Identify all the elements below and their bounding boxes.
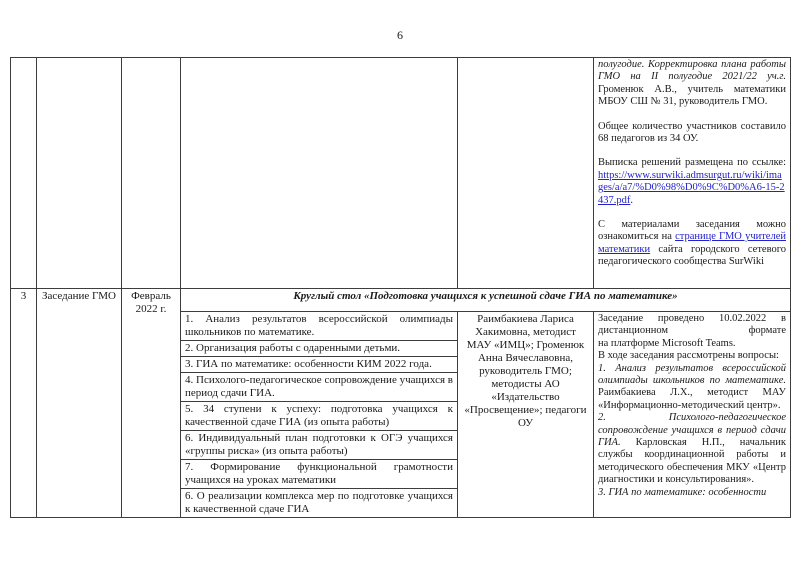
agenda-item-6: 6. Индивидуальный план подготовки к ОГЭ учащихся «группы риска» (из опыта работы)	[181, 431, 458, 460]
decisions-link-suffix: .	[630, 194, 633, 206]
agenda-item-1: 1. Анализ результатов всероссийской олимпиады школьников по математике.	[181, 312, 458, 341]
meeting-topic-cell: Круглый стол «Подготовка учащихся к успешной сдаче ГИА по математике»	[181, 289, 791, 312]
meeting-results-text	[598, 313, 786, 499]
paragraph-meeting-format: Заседание проведено 10.02.2022 в дистанционном формате	[598, 313, 786, 337]
paragraph-questions-intro: В ходе заседания рассмотрены вопросы:	[598, 350, 779, 362]
agenda-item-8: 6. О реализации комплекса мер по подготовке учащихся к качественной сдаче ГИА	[181, 489, 458, 518]
meeting-date-cell: Февраль 2022 г.	[122, 289, 181, 518]
agenda-item-3: 3. ГИА по математике: особенности КИМ 2022 года.	[181, 357, 458, 373]
agenda-item-4: 4. Психолого-педагогическое сопровождение учащихся в период сдачи ГИА.	[181, 373, 458, 402]
decisions-link-prefix: Выписка решений размещена по ссылке:	[598, 157, 786, 169]
materials-suffix: сайта городского сетевого педагогического сообщества SurWiki	[598, 243, 786, 268]
carryover-date-cell	[122, 58, 181, 289]
carryover-speakers-cell	[458, 58, 594, 289]
plan-correction-speaker: Громенюк А.В., учитель математики МБОУ СШ № 31, руководитель ГМО.	[598, 83, 786, 108]
gmo-math-page-link[interactable]: странице ГМО учителей математики	[598, 231, 786, 255]
carryover-agenda-cell	[181, 58, 458, 289]
paragraph-decisions-link	[598, 157, 786, 207]
meeting-number-cell: 3	[11, 289, 37, 518]
agenda-item-2: 2. Организация работы с одаренными детьми.	[181, 341, 458, 357]
question-3-topic: 3. ГИА по математике: особенности	[598, 486, 767, 498]
question-2-topic: 2. Психолого-педагогическое сопровождение учащихся в период сдачи ГИА.	[598, 412, 786, 449]
carryover-results-cell	[594, 58, 791, 289]
question-1-speaker: Раимбакиева Л.Х., методист МАУ «Информационно-методический центр».	[598, 387, 786, 411]
plan-correction-topic: полугодие. Корректировка плана работы ГМО на II полугодие 2021/22 уч.г.	[598, 59, 786, 83]
paragraph-question-3	[598, 487, 786, 499]
surwiki-pdf-link[interactable]: https://www.surwiki.admsurgut.ru/wiki/images/a/a7/%D0%98%D0%9C%D0%A6-15-2437.pdf	[598, 169, 785, 206]
agenda-item-5: 5. 34 ступени к успеху: подготовка учащихся к качественной сдаче ГИА (из опыта работы)	[181, 402, 458, 431]
paragraph-question-1	[598, 363, 786, 413]
carryover-results-text	[598, 59, 786, 281]
speakers-cell: Раимбакиева Лариса Хакимовна, методист МАУ «ИМЦ»; Громенюк Анна Вячеславовна, руководитель ГМО; методисты АО «Издательство «Просвещение»; педагоги ОУ	[458, 312, 594, 518]
materials-prefix: С материалами заседания можно ознакомиться на	[598, 219, 786, 243]
paragraph-question-2	[598, 412, 786, 486]
carryover-form-cell	[37, 58, 122, 289]
question-2-speaker: Карловская Н.П., начальник службы координационной работы и методического обеспечения МКУ «Центр диагностики и консультирования».	[598, 437, 786, 486]
carryover-number-cell	[11, 58, 37, 289]
agenda-item-7: 7. Формирование функциональной грамотности учащихся на уроках математики	[181, 460, 458, 489]
page-number: 6	[397, 28, 403, 42]
meeting-3-header-row	[11, 289, 791, 312]
paragraph-plan-correction	[598, 59, 786, 109]
meeting-form-cell: Заседание ГМО	[37, 289, 122, 518]
paragraph-meeting-platform: на платформе Microsoft Teams.	[598, 337, 736, 349]
paragraph-materials	[598, 219, 786, 269]
question-1-topic: 1. Анализ результатов всероссийской олимпиады школьников по математике.	[598, 362, 786, 387]
paragraph-participants-count: Общее количество участников составило 68 педагогов из 34 ОУ.	[598, 120, 786, 145]
meeting-results-cell	[594, 312, 791, 518]
carryover-row	[11, 58, 791, 289]
minutes-table	[10, 57, 791, 518]
